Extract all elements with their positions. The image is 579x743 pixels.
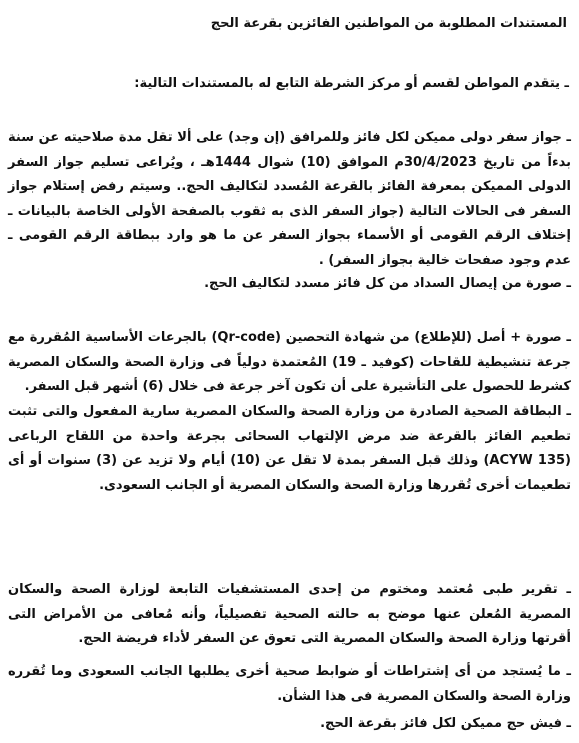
item-passport: ـ جواز سفر دولى مميكن لكل فائز وللمرافق (إن وجد) على ألا تقل مدة صلاحيته عن سنة بدءاً من تاريخ 30/4/2023م الموافق (10) شوال 1444هـ ، ويُراعى تسليم جواز السفر الدولى المميكن بمعرفة الفائز بالقرعة المُسدد لتكاليف الحج.. وسيتم رفض إستلام جواز السفر فى الحالات التالية (جواز السفر الذى به ثقوب بالصفحة الأولى الخاصة بالبيانات ـ إختلاف الرقم القومى أو الأسماء بجواز السفر عن ما هو وارد ببطاقة الرقم القومى ـ عدم وجود صفحات خالية بجواز السفر) . — [8, 130, 571, 268]
item-medical-report: ـ تقرير طبى مُعتمد ومختوم من إحدى المستشفيات التابعة لوزارة الصحة والسكان المصرية المُعلن عنها موضح به حالته الصحية تفصيلياً، وأنه مُعافى من الأمراض التى أقرتها وزارة الصحة والسكان المصرية التى تعوق عن السفر لأداء فريضة الحج. — [8, 582, 571, 646]
item-vaccination-certificate: ـ صورة + أصل (للإطلاع) من شهادة التحصين (Qr-code) بالجرعات الأساسية المُقررة مع جرعة تنشيطية للقاحات (كوفيد ـ 19) المُعتمدة دولياً فى وزارة الصحة والسكان المصرية كشرط للحصول على التأشيرة على أن تكون آخر جرعة فى خلال (6) أشهر قبل السفر. — [8, 330, 571, 394]
page-title: المستندات المطلوبة من المواطنين الفائزين بقرعة الحج — [210, 16, 567, 31]
item-payment-receipt: ـ صورة من إيصال السداد من كل فائز مسدد لتكاليف الحج. — [204, 276, 571, 291]
item-hajj-record: ـ فيش حج مميكن لكل فائز بقرعة الحج. — [320, 716, 571, 731]
item-additional-requirements: ـ ما يُستجد من أى إشتراطات أو ضوابط صحية أخرى يطلبها الجانب السعودى وما تُقرره وزارة الصحة والسكان المصرية فى هذا الشأن. — [8, 664, 571, 704]
item-health-card: ـ البطاقة الصحية الصادرة من وزارة الصحة والسكان المصرية سارية المفعول والتى تثبت تطعيم الفائز بالقرعة ضد مرض الإلتهاب السحائى بجرعة واحدة من اللقاح الرباعى (ACYW 135) وذلك قبل السفر بمدة لا تقل عن (10) أيام ولا تزيد عن (3) سنوات أو أى تطعيمات أخرى تُقررها وزارة الصحة والسكان المصرية أو الجانب السعودى. — [8, 404, 571, 493]
intro-line: ـ يتقدم المواطن لقسم أو مركز الشرطة التابع له بالمستندات التالية: — [134, 76, 569, 91]
